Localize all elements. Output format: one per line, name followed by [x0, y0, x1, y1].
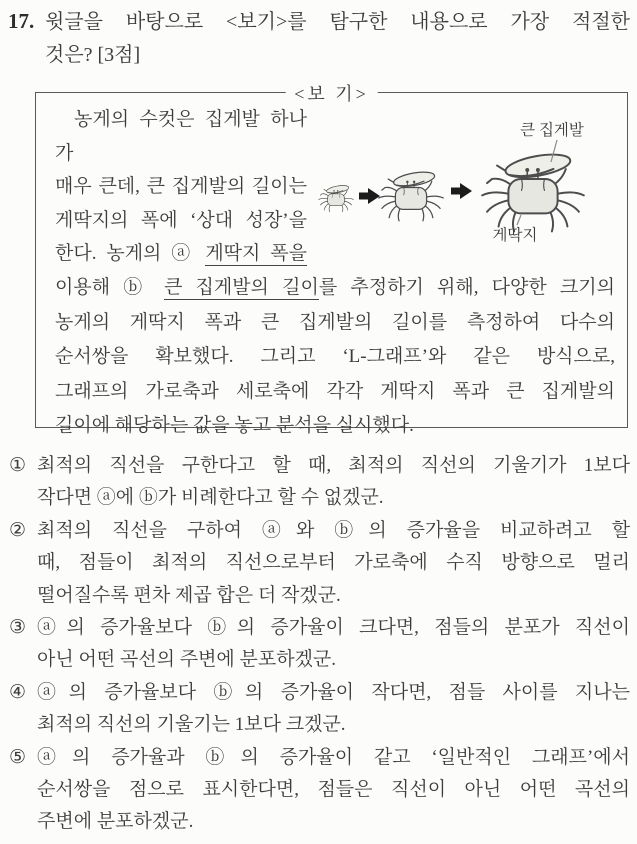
big-claw-label: 큰 집게발	[520, 122, 584, 139]
option-2	[9, 515, 630, 612]
option-2-line: 떨어질수록 편차 제곱 합은 더 작겠군.	[37, 584, 341, 606]
bogi-line: 순서쌍을 확보했다. 그리고 ‘L-그래프’와 같은 방식으로,	[55, 346, 615, 368]
option-5-line: ⓐ의 증가율과 ⓑ의 증가율이 같고 ‘일반적인 그래프’에서	[37, 746, 630, 768]
option-1	[9, 450, 630, 515]
option-2-line: 때, 점들이 최적의 직선으로부터 가로축에 수직 방향으로 멀리	[37, 552, 630, 574]
option-1-number: ①	[9, 455, 27, 476]
option-4-line: ⓐ의 증가율보다 ⓑ의 증가율이 작다면, 점들 사이를 지나는	[37, 681, 630, 703]
line-a-pre: 한다. 농게의	[55, 243, 172, 265]
term-carapace-width: 게딱지 폭을	[205, 243, 307, 265]
term-claw-length: 큰 집게발의 길이	[163, 276, 319, 298]
option-5-line: 주변에 분포하겠군.	[37, 811, 194, 833]
bogi-text	[55, 103, 615, 444]
question-text-line1: 윗글을 바탕으로 <보기>를 탐구한 내용으로 가장 적절한	[45, 11, 630, 33]
option-1-line: 작다면 ⓐ에 ⓑ가 비례한다고 할 수 없겠군.	[37, 487, 384, 509]
line-b-pre: 이용해	[55, 276, 124, 298]
option-4-line: 최적의 직선의 기울기는 1보다 크겠군.	[37, 714, 346, 736]
circled-b-marker: ⓑ	[123, 276, 151, 298]
option-5	[9, 742, 630, 839]
bogi-box	[35, 84, 628, 437]
option-3	[9, 612, 630, 677]
circled-a-marker: ⓐ	[171, 243, 196, 265]
option-5-line: 순서쌍을 점으로 표시한다면, 점들은 직선이 아닌 어떤 곡선의	[37, 779, 630, 801]
line-b-post: 를 추정하기 위해, 다양한 크기의	[318, 276, 615, 298]
option-3-line: 아닌 어떤 곡선의 주변에 분포하겠군.	[37, 649, 337, 671]
bogi-line: 길이에 해당하는 값을 놓고 분석을 실시했다.	[55, 415, 414, 437]
question-text-line2: 것은? [3점]	[45, 44, 141, 66]
bogi-line: 농게의 게딱지 폭과 큰 집게발의 길이를 측정하여 다수의	[55, 311, 615, 333]
option-2-number: ②	[9, 519, 27, 541]
bogi-line: 매우 큰데, 큰 집게발의 길이는	[55, 176, 307, 198]
carapace-label: 게딱지	[492, 227, 538, 244]
option-5-number: ⑤	[9, 746, 27, 768]
option-4-number: ④	[9, 681, 27, 703]
bogi-box-title: <보 기>	[285, 80, 378, 106]
bogi-line-b	[55, 271, 615, 306]
question-number: 17.	[8, 9, 35, 33]
option-3-number: ③	[9, 617, 27, 639]
option-3-line: ⓐ의 증가율보다 ⓑ의 증가율이 크다면, 점들의 분포가 직선이	[37, 617, 630, 639]
options-list	[9, 450, 630, 839]
option-4	[9, 677, 630, 742]
bogi-line-a	[55, 237, 307, 271]
bogi-line: 그래프의 가로축과 세로축에 각각 게딱지 폭과 큰 집게발의	[55, 380, 615, 402]
bogi-line: 농게의 수컷은 집게발 하나가	[55, 109, 307, 164]
option-1-line: 최적의 직선을 구한다고 할 때, 최적의 직선의 기울기가 1보다	[37, 455, 630, 476]
bogi-line: 게딱지의 폭에 ‘상대 성장’을	[55, 209, 307, 231]
option-2-line: 최적의 직선을 구하여 ⓐ와 ⓑ의 증가율을 비교하려고 할	[37, 519, 630, 541]
